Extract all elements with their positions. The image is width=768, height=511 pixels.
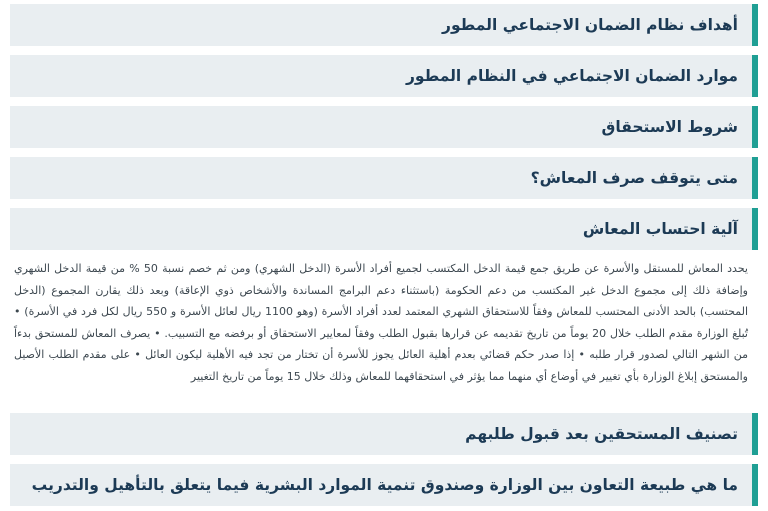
accordion-item-stop-payment[interactable]: [10, 157, 758, 199]
calculation-description: يحدد المعاش للمستقل والأسرة عن طريق جمع قيمة الدخل المكتسب لجميع أفراد الأسرة (الدخل الشهري) ومن ثم خصم نسبة 50 % من قيمة الدخل الشهري وإضافة ذلك إلى مجموع الدخل غير المكتسب من دعم الحكومة (باستثناء دعم البرامج المساندة والأشخاص ذوي الإعاقة) وبعد ذلك يقارن المجموع (الدخل المحتسب) بالحد الأدنى المحتسب للمعاش وفقاً للاستحقاق الشهري المعتمد لعدد أفراد الأسرة (وهو 1100 ريال لعائل الأسرة و 550 ريال لكل فرد في الأسرة) • تُبلغ الوزارة مقدم الطلب خلال 20 يوماً من تاريخ تقديمه عن قرارها بقبول الطلب وفقاً لمعايير الاستحقاق أو برفضه مع التسبيب. • يصرف المعاش للمستحق بدءاً من الشهر التالي لصدور قرار طلبه • إذا صدر حكم قضائي بعدم أهلية العائل يجوز للأسرة أن تختار من تجد فيه الأهلية ليكون العائل • على مقدم الطلب الأصيل والمستحق إبلاغ الوزارة بأي تغيير في أوضاع أي منهما مما يؤثر في استحقاقهما للمعاش وذلك خلال 15 يوماً من تاريخ التغيير: [14, 262, 748, 383]
accordion-item-calculation[interactable]: [10, 208, 758, 250]
accordion-item-goals[interactable]: [10, 4, 758, 46]
accordion-item-resources[interactable]: [10, 55, 758, 97]
accordion-title: موارد الضمان الاجتماعي في النظام المطور: [405, 67, 738, 85]
accordion-title: تصنيف المستحقين بعد قبول طلبهم: [465, 425, 738, 443]
accordion-item-cooperation[interactable]: [10, 464, 758, 506]
accordion-item-classification[interactable]: [10, 413, 758, 455]
accordion-title: ما هي طبيعة التعاون بين الوزارة وصندوق تنمية الموارد البشرية فيما يتعلق بالتأهيل والتدريب: [31, 476, 738, 494]
accordion-item-eligibility[interactable]: [10, 106, 758, 148]
accordion-title: متى يتوقف صرف المعاش؟: [530, 169, 738, 187]
accordion-title: شروط الاستحقاق: [601, 118, 738, 136]
accordion-body-calculation: [14, 258, 748, 398]
accordion-title: أهداف نظام الضمان الاجتماعي المطور: [442, 16, 738, 34]
accordion-title: آلية احتساب المعاش: [582, 220, 738, 238]
